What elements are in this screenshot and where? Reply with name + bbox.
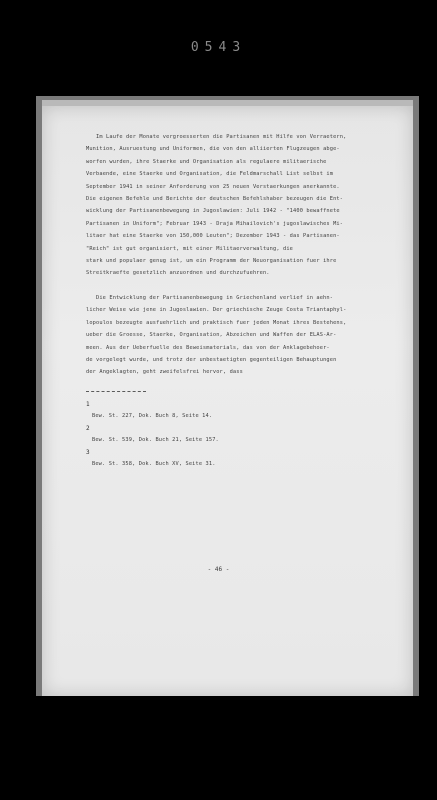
footnotes <box>86 400 396 470</box>
paragraph-line: meen. Aus der Ueberfuelle des Beweismaterials, das von der Anklagebehoer- <box>86 344 330 351</box>
paragraph-line: litaer hat eine Staerke von 150,000 Leuten"; Dezember 1943 - das Partisanen- <box>86 233 340 240</box>
page-number: - 46 - <box>207 566 230 573</box>
paragraph-line: lopoulos bezeugte ausfuehrlich und praktisch fuer jeden Monat ihres Bestehens, <box>86 319 347 326</box>
footnote-number: 1 <box>86 400 90 408</box>
footnote-number: 2 <box>86 424 90 432</box>
paragraph-line: Streitkraefte gesetzlich anzuordnen und durchzufuehren. <box>86 270 270 277</box>
footnote-separator <box>86 385 146 392</box>
paragraph-line: Verbaende, eine Staerke und Organisation, die Feldmarschall List selbst im <box>86 171 334 178</box>
paragraph-line: licher Weise wie jene in Jugoslawien. Der griechische Zeuge Costa Triantaphyl- <box>86 307 347 314</box>
paragraph-line: ueber die Groesse, Staerke, Organisation, Abzeichen und Waffen der ELAS-Ar- <box>86 332 337 339</box>
paragraph-line: stark und populaer genug ist, um ein Programm der Neuorganisation fuer ihre <box>86 258 337 265</box>
footnote-text: Bew. St. 358, Dok. Buch XV, Seite 31. <box>92 460 216 467</box>
paragraph-line: wicklung der Partisanenbewegung in Jugoslawien: Juli 1942 - "1400 bewaffnete <box>86 208 340 215</box>
paragraph-1 <box>86 131 396 280</box>
paragraph-line: Partisanen in Uniform"; Februar 1943 - Draja Mihailovich's jugoslawisches Mi- <box>86 220 344 227</box>
frame-number: 0543 <box>190 40 247 55</box>
paragraph-line: der Angeklagten, geht zweifelsfrei hervor, dass <box>86 369 243 376</box>
footnote-text: Bew. St. 539, Dok. Buch 21, Seite 157. <box>92 436 219 443</box>
paragraph-line: "Reich" ist gut organisiert, mit einer Militaerverwaltung, die <box>86 245 294 252</box>
footnote-number: 3 <box>86 448 90 456</box>
paragraph-line: worfen wurden, ihre Staerke und Organisation als regulaere militaerische <box>86 158 327 165</box>
paragraph-line: Die Entwicklung der Partisanenbewegung in Griechenland verlief in aehn- <box>96 294 334 301</box>
paragraph-line: de vorgelegt wurde, und trotz der unbestaetigten gegenteiligen Behauptungen <box>86 356 337 363</box>
paragraph-line: September 1941 in seiner Anforderung von 25 neuen Verstaerkungen anerkannte. <box>86 183 340 190</box>
document-text <box>86 131 396 472</box>
paragraph-line: Munition, Ausruestung und Uniformen, die von den alliierten Flugzeugen abge- <box>86 146 340 153</box>
footnote-text: Bew. St. 227, Dok. Buch 8, Seite 14. <box>92 412 213 419</box>
paragraph-line: Die eigenen Befehle und Berichte der deutschen Befehlshaber bezeugen die Ent- <box>86 196 344 203</box>
paragraph-2 <box>86 292 396 379</box>
paragraph-line: Im Laufe der Monate vergroesserten die Partisanen mit Hilfe von Verraetern, <box>96 134 347 140</box>
